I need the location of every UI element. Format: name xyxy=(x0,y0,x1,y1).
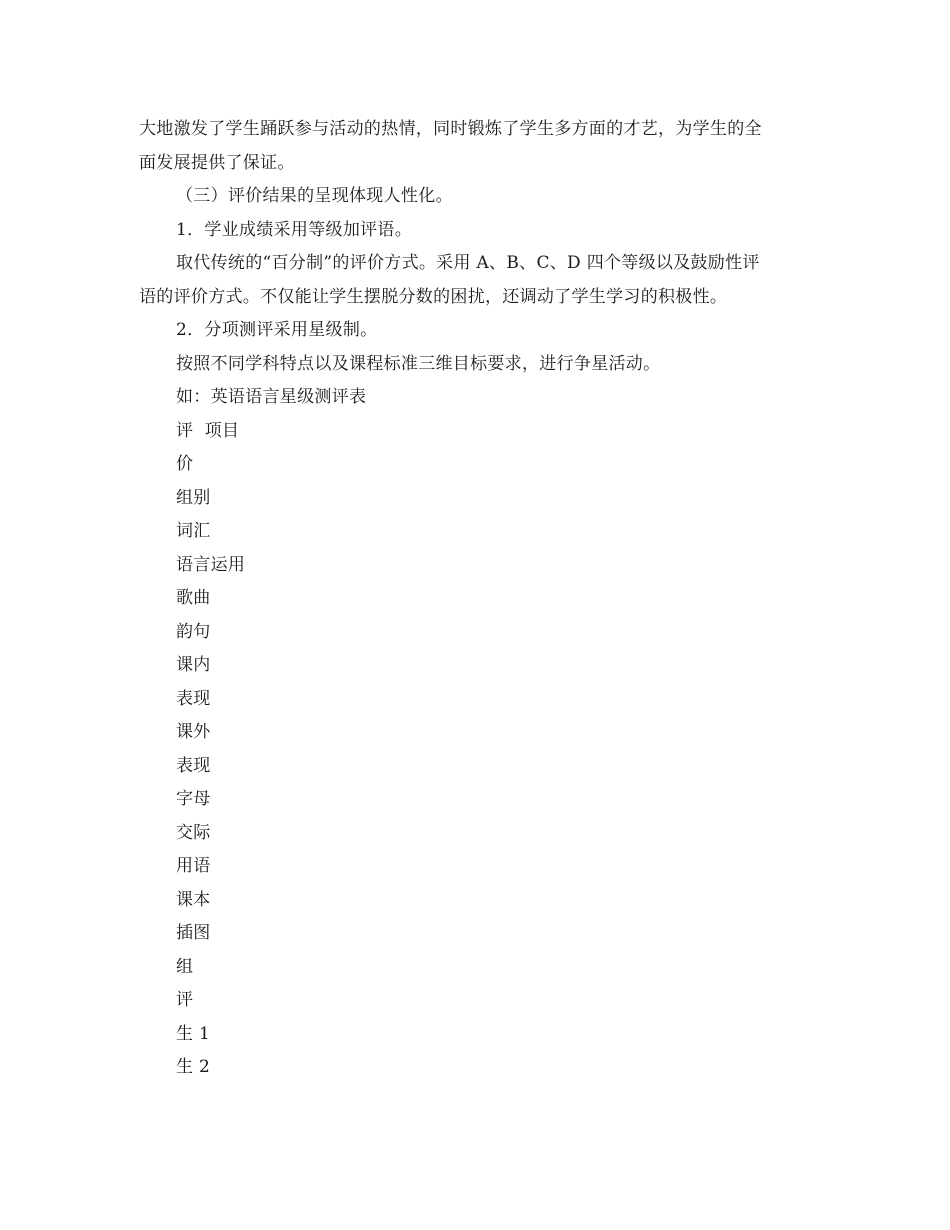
text-line: 面发展提供了保证。 xyxy=(139,152,295,173)
item2-heading: 2．分项测评采用星级制。 xyxy=(176,320,378,340)
table-cell: 表现 xyxy=(176,688,211,709)
item1-text-line: 语的评价方式。不仅能让学生摆脱分数的困扰，还调动了学生学习的积极性。 xyxy=(139,286,728,307)
table-cell: 表现 xyxy=(176,755,211,776)
table-cell: 评 xyxy=(176,990,194,1010)
example-intro: 如：英语语言星级测评表 xyxy=(176,387,367,407)
table-cell: 价 xyxy=(176,454,194,474)
table-cell: 韵句 xyxy=(176,621,211,642)
table-cell: 字母 xyxy=(176,789,211,809)
table-cell: 组 xyxy=(176,956,194,977)
item2-text: 按照不同学科特点以及课程标准三维目标要求，进行争星活动。 xyxy=(176,353,661,374)
table-cell: 生 1 xyxy=(176,1023,211,1044)
table-cell: 生 2 xyxy=(176,1057,211,1077)
item1-heading: 1．学业成绩采用等级加评语。 xyxy=(176,219,413,240)
text-line: 大地激发了学生踊跃参与活动的热情，同时锻炼了学生多方面的才艺，为学生的全 xyxy=(139,119,762,139)
table-cell: 课内 xyxy=(176,655,211,675)
item1-text-line: 取代传统的“百分制”的评价方式。采用 A、B、C、D 四个等级以及鼓励性评 xyxy=(176,253,760,273)
section-heading: （三）评价结果的呈现体现人性化。 xyxy=(176,186,453,206)
body-content xyxy=(139,180,836,1085)
table-cell: 课外 xyxy=(176,722,211,742)
table-cell: 用语 xyxy=(176,856,211,876)
table-cell: 歌曲 xyxy=(176,588,211,608)
table-cell: 词汇 xyxy=(176,521,211,541)
table-cell: 组别 xyxy=(176,487,211,508)
table-cell: 交际 xyxy=(176,822,211,843)
table-cell: 课本 xyxy=(176,889,211,910)
intro-paragraph xyxy=(139,113,819,180)
table-cell: 插图 xyxy=(176,923,211,943)
table-cell: 语言运用 xyxy=(176,554,246,575)
rating-table-cells xyxy=(176,415,836,1085)
table-cell: 评 项目 xyxy=(176,420,240,441)
